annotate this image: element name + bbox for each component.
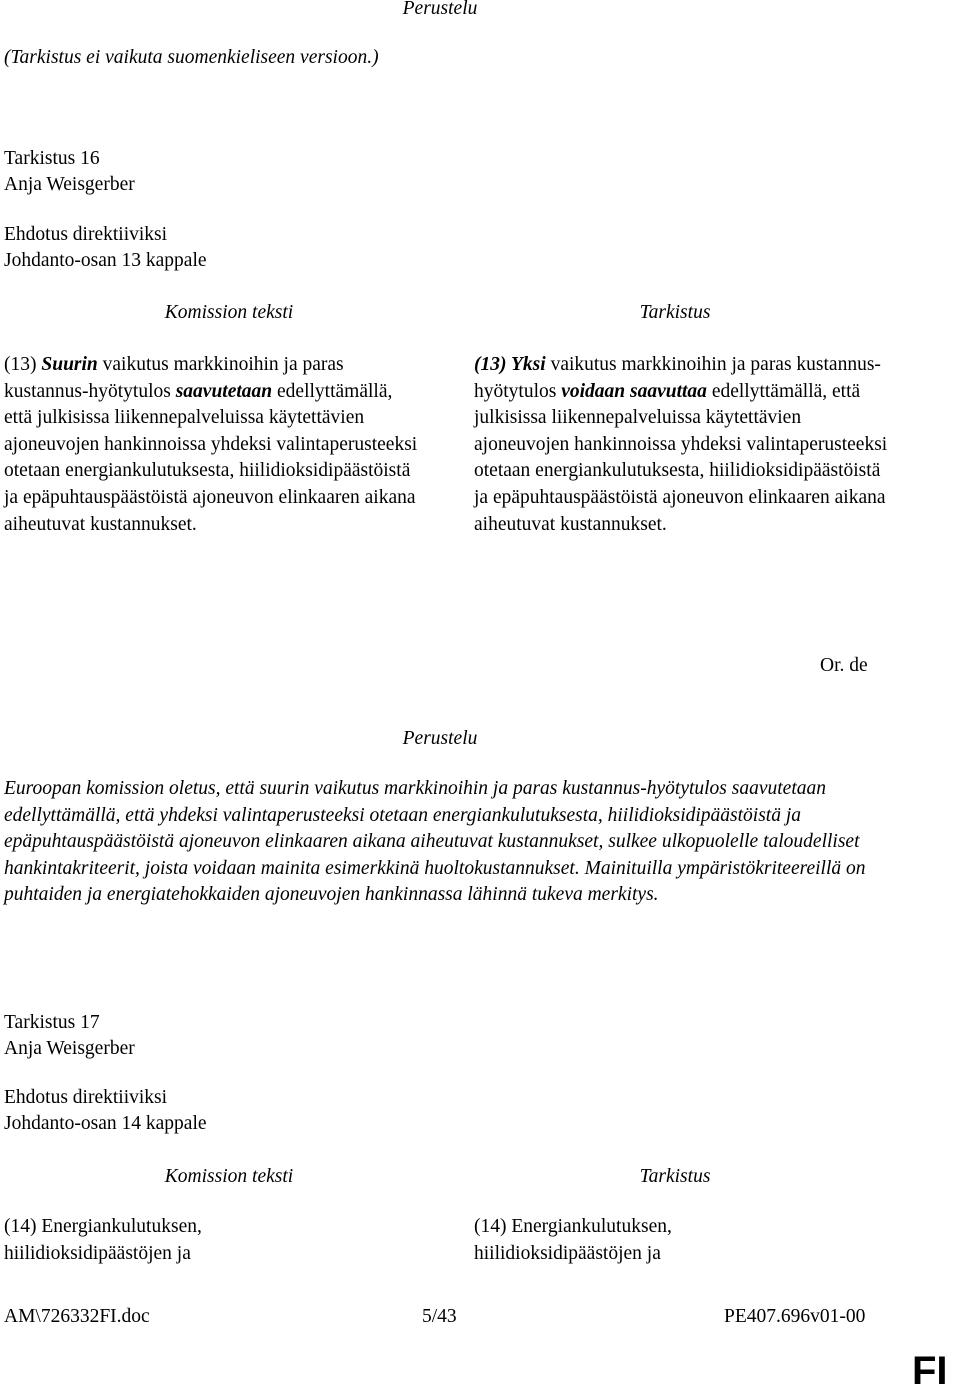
left-part-1: vaikutus markkinoihin ja paras kustannus-hyötytulos bbox=[4, 354, 344, 402]
amendment-16-commission-text bbox=[4, 352, 419, 538]
amendment-16-right-header: Tarkistus bbox=[639, 302, 711, 323]
justification-label: Perustelu bbox=[402, 728, 478, 749]
top-note: (Tarkistus ei vaikuta suomenkieliseen versioon.) bbox=[4, 47, 379, 68]
amendment-17-number: Tarkistus 17 bbox=[4, 1012, 100, 1033]
top-perustelu-label: Perustelu bbox=[402, 0, 478, 19]
right-bold-1: (13) Yksi bbox=[474, 354, 546, 375]
amendment-17-proposal: Ehdotus direktiiviksi bbox=[4, 1087, 168, 1108]
amendment-16-author: Anja Weisgerber bbox=[4, 174, 135, 195]
amendment-16-amendment-text bbox=[474, 352, 889, 538]
amendment-17-right-header: Tarkistus bbox=[639, 1166, 711, 1187]
right-part-2: edellyttämällä, että julkisissa liikennepalveluissa käytettävien ajoneuvojen hankinnoissa yhdeksi valintaperusteeksi otetaan energiankulutuksesta, hiilidioksidipäästöistä ja epäpuhtauspäästöistä ajoneuvon elinkaaren aikana aiheutuvat kustannukset. bbox=[474, 380, 888, 535]
amendment-17-left-header: Komission teksti bbox=[164, 1166, 294, 1187]
footer-language-code: FI bbox=[912, 1349, 948, 1393]
footer-page-number: 5/43 bbox=[422, 1306, 457, 1327]
amendment-16-reference: Johdanto-osan 13 kappale bbox=[4, 250, 207, 271]
original-language: Or. de bbox=[820, 655, 868, 676]
amendment-17-author: Anja Weisgerber bbox=[4, 1038, 135, 1059]
footer-document-name: AM\726332FI.doc bbox=[4, 1306, 150, 1327]
right-bold-2: voidaan saavuttaa bbox=[561, 380, 707, 402]
left-part-2: edellyttämällä, että julkisissa liikennepalveluissa käytettävien ajoneuvojen hankinnoissa yhdeksi valintaperusteeksi otetaan energiankulutuksesta, hiilidioksidipäästöistä ja epäpuhtauspäästöistä ajoneuvon elinkaaren aikana aiheutuvat kustannukset. bbox=[4, 380, 418, 535]
left-bold-2: saavutetaan bbox=[175, 380, 273, 402]
justification-text bbox=[4, 776, 904, 909]
footer-reference: PE407.696v01-00 bbox=[724, 1306, 866, 1327]
amendment-16-left-header: Komission teksti bbox=[164, 302, 294, 323]
justification-paragraph: Euroopan komission oletus, että suurin vaikutus markkinoihin ja paras kustannus-hyötytulos saavutetaan edellyttämällä, että yhdeksi valintaperusteeksi otetaan energiankulutuksesta, hiilidioksidipäästöistä ja epäpuhtauspäästöistä ajoneuvon elinkaaren aikana aiheutuvat kustannukset, sulkee ulkopuolelle taloudelliset hankintakriteerit, joista voidaan mainita esimerkkinä huoltokustannukset. Mainituilla ympäristökriteereillä on puhtaiden ja energiatehokkaiden ajoneuvojen hankinnassa lähinnä tukeva merkitys. bbox=[4, 778, 866, 906]
amendment-16-proposal: Ehdotus direktiiviksi bbox=[4, 224, 168, 245]
amendment-17-reference: Johdanto-osan 14 kappale bbox=[4, 1113, 207, 1134]
right-part-1: vaikutus markkinoihin ja paras kustannus-hyötytulos bbox=[474, 354, 881, 402]
left-bold-1: Suurin bbox=[41, 354, 98, 375]
left-prefix: (13) bbox=[4, 354, 42, 375]
amendment-17-amendment-text: (14) Energiankulutuksen, hiilidioksidipäästöjen ja bbox=[474, 1216, 672, 1264]
amendment-17-commission-text: (14) Energiankulutuksen, hiilidioksidipäästöjen ja bbox=[4, 1216, 202, 1264]
amendment-16-number: Tarkistus 16 bbox=[4, 148, 100, 169]
